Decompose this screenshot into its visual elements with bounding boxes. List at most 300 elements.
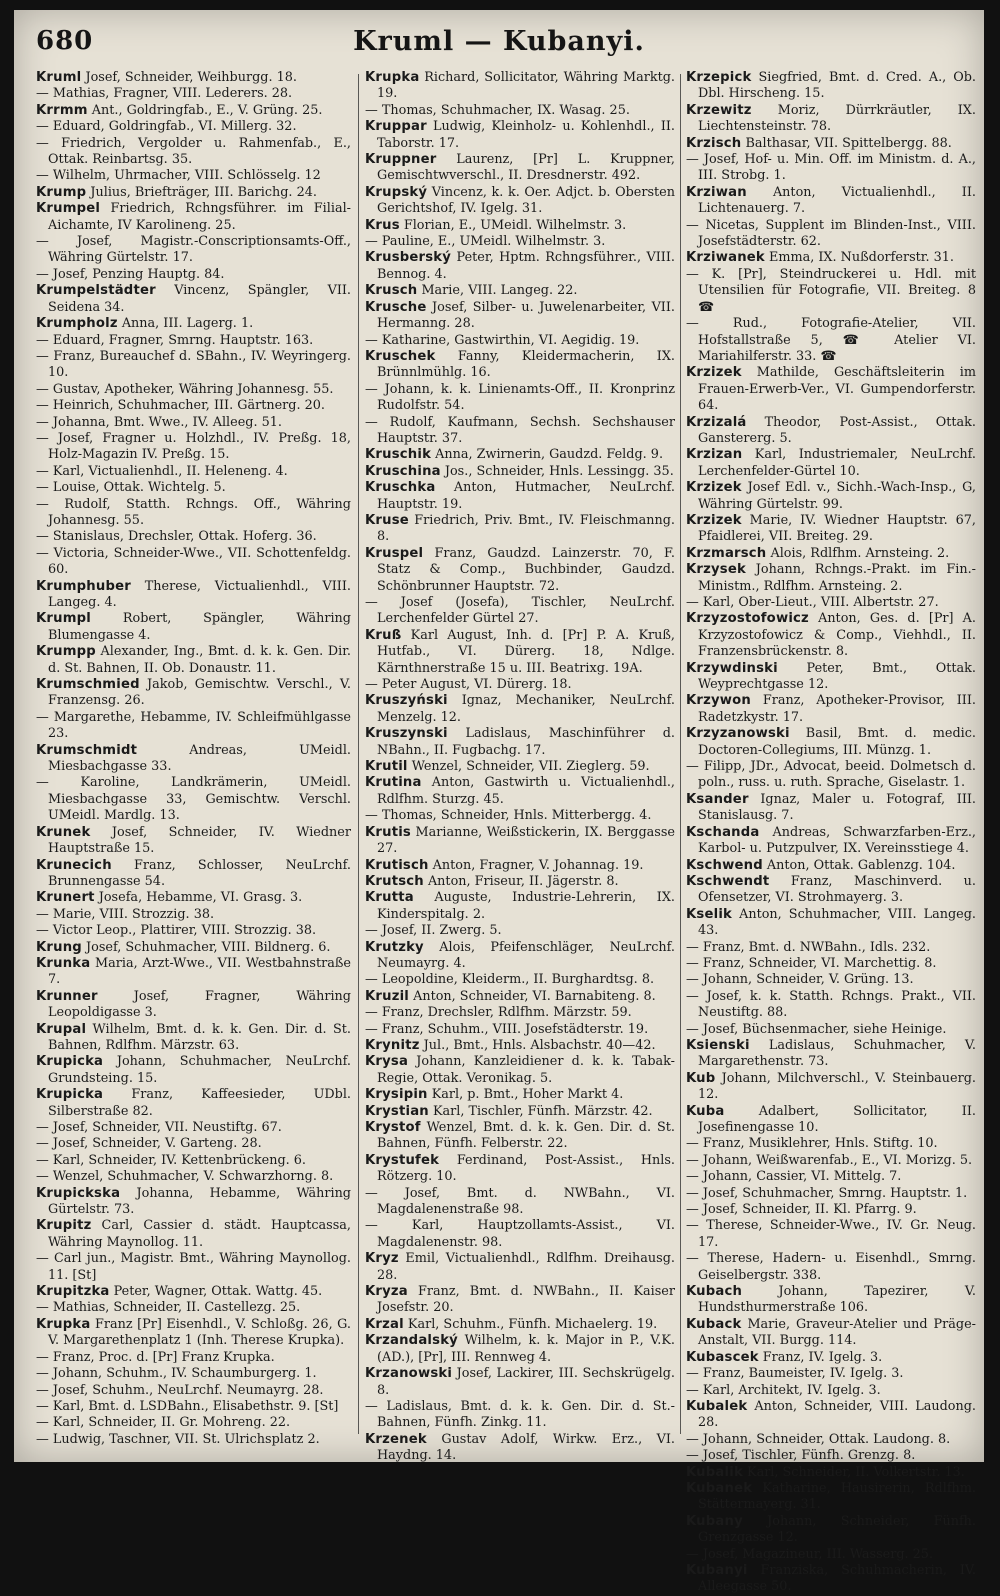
entry-details: Ant., Goldringfab., E., V. Grüng. 25.	[87, 102, 323, 118]
entry-details: Florian, E., UMeidl. Wilhelmstr. 3.	[399, 217, 627, 233]
entry-details: — Karoline, Landkrämerin, UMeidl. Miesbachgasse 33, Gemischtw. Verschl. UMeidl. Mardlg. 13.	[36, 775, 351, 824]
directory-entry	[365, 1005, 675, 1021]
entry-surname: Kschwendt	[686, 873, 770, 889]
directory-entry	[36, 1383, 351, 1399]
entry-details: — Josef, Schneider, II. Kl. Pfarrg. 9.	[686, 1202, 917, 1218]
entry-details: — Johann, Cassier, VI. Mittelg. 7.	[686, 1169, 902, 1185]
directory-entry	[365, 693, 675, 726]
entry-details: Johann, Tapezirer, V. Hundsthurmerstraße 106.	[698, 1284, 976, 1316]
entry-details: Karl, Industriemaler, NeuLrchf. Lerchenfelder-Gürtel 10.	[698, 447, 976, 479]
entry-details: Alois, Rdlfhm. Arnsteing. 2.	[766, 545, 950, 561]
entry-details: Johann, Schuhmacher, NeuLrchf. Grundsteing. 15.	[48, 1054, 351, 1086]
directory-entry	[686, 152, 976, 185]
entry-details: — Johanna, Bmt. Wwe., IV. Alleeg. 51.	[36, 414, 282, 430]
entry-details: Karl, Schneider, II. Volkertstr. 13.	[742, 1464, 965, 1480]
entry-details: Anna, Zwirnerin, Gaudzd. Feldg. 9.	[431, 447, 664, 463]
directory-entry	[686, 858, 976, 874]
entry-surname: Kubanek	[686, 1480, 753, 1496]
entry-surname: Krumschmied	[36, 677, 140, 693]
entry-details: Johanna, Hebamme, Währing Gürtelstr. 73.	[48, 1185, 351, 1218]
entry-details: Josef Edl. v., Sichh.-Wach-Insp., G, Währing Gürtelstr. 99.	[698, 480, 976, 512]
directory-entry	[686, 447, 976, 480]
directory-entry	[686, 365, 976, 414]
entry-details: Laurenz, [Pr] L. Kruppner, Gemischtwverschl., II. Dresdnerstr. 492.	[377, 152, 675, 184]
directory-entry	[365, 1153, 675, 1186]
directory-entry	[36, 103, 351, 119]
directory-entry	[365, 1038, 675, 1054]
entry-surname: Kubany	[686, 1513, 743, 1529]
directory-entry	[365, 464, 675, 480]
entry-details: Franz, Maschinverd. u. Ofensetzer, VI. Strohmayerg. 3.	[698, 873, 976, 906]
entry-surname: Krumphuber	[36, 578, 131, 594]
entry-surname: Krystof	[365, 1120, 421, 1135]
directory-entry	[36, 1432, 351, 1448]
entry-details: — Johann, Weißwarenfab., E., VI. Morizg. 5.	[686, 1152, 973, 1168]
directory-entry	[686, 1563, 976, 1596]
directory-entry	[686, 759, 976, 792]
directory-entry	[365, 283, 675, 299]
directory-entry	[686, 70, 976, 103]
entry-surname: Krumpel	[36, 201, 101, 217]
entry-details: Johann, Milchverschl., V. Steinbauerg. 12.	[698, 1070, 976, 1103]
directory-entry	[365, 218, 675, 234]
entry-surname: Kubalek	[686, 1398, 748, 1414]
directory-entry	[365, 1022, 675, 1038]
entry-details: Josef, Lackirer, III. Sechskrügelg. 8.	[377, 1366, 675, 1398]
entry-surname: Krunecich	[36, 857, 112, 873]
directory-entry	[36, 1350, 351, 1366]
entry-details: — Josef, Tischler, Fünfh. Grenzg. 8.	[686, 1448, 916, 1464]
directory-entry	[36, 858, 351, 891]
entry-details: — Josef, Bmt. d. NWBahn., VI. Magdalenenstraße 98.	[365, 1185, 675, 1218]
entry-surname: Kruzil	[365, 988, 410, 1004]
entry-details: — Karl, Hauptzollamts-Assist., VI. Magdalenenstr. 98.	[365, 1218, 675, 1250]
entry-surname: Krynitz	[365, 1037, 420, 1053]
entry-details: — Josef (Josefa), Tischler, NeuLrchf. Lerchenfelder Gürtel 27.	[365, 595, 675, 627]
entry-details: Ignaz, Maler u. Fotograf, III. Stanislausg. 7.	[698, 791, 976, 824]
directory-entry	[686, 250, 976, 266]
directory-entry	[686, 1448, 976, 1464]
column-3	[686, 70, 976, 1595]
entry-details: Franz, Gaudzd. Lainzerstr. 70, F. Statz & Comp., Buchbinder, Gaudzd. Schönbrunner Hauptstr. 72.	[377, 545, 675, 594]
entry-surname: Krziwan	[686, 184, 747, 200]
entry-details: — Josef, Schneider, VII. Neustiftg. 67.	[36, 1120, 282, 1135]
entry-details: — Josef, Büchsenmacher, siehe Heinige.	[686, 1021, 947, 1037]
entry-details: Franz, Apotheker-Provisor, III. Radetzkystr. 17.	[698, 693, 976, 725]
entry-details: Jos., Schneider, Hnls. Lessingg. 35.	[440, 463, 674, 479]
entry-details: Marie, Graveur-Atelier und Präge-Anstalt, VII. Burgg. 114.	[698, 1316, 976, 1349]
entry-surname: Krumpp	[36, 644, 96, 660]
entry-surname: Krupicka	[36, 1087, 104, 1103]
entry-details: Johann, Rchngs.-Prakt. im Fin.-Ministm., Rdlfhm. Arnsteing. 2.	[698, 562, 976, 594]
directory-entry	[36, 70, 351, 86]
directory-entry	[686, 136, 976, 152]
directory-entry	[686, 480, 976, 513]
entry-surname: Kruschina	[365, 463, 441, 479]
entry-surname: Kruschik	[365, 447, 432, 463]
entry-details: Anton, Ottak. Gablenzg. 104.	[762, 857, 956, 873]
directory-entry	[36, 1054, 351, 1087]
entry-details: — Franz, Drechsler, Rdlfhm. Märzstr. 59.	[365, 1005, 632, 1021]
entry-details: — Louise, Ottak. Wichtelg. 5.	[36, 480, 226, 496]
entry-details: Marie, VIII. Langeg. 22.	[417, 283, 578, 299]
directory-entry	[686, 1136, 976, 1152]
directory-entry	[365, 480, 675, 513]
entry-surname: Kruszynski	[365, 726, 448, 742]
directory-entry	[686, 1514, 976, 1547]
directory-entry	[36, 267, 351, 283]
entry-surname: Kruszyński	[365, 693, 448, 709]
directory-entry	[365, 775, 675, 808]
entry-surname: Krysa	[365, 1054, 409, 1070]
column-2	[365, 70, 675, 1464]
entry-surname: Krupka	[365, 70, 420, 85]
directory-entry	[36, 382, 351, 398]
entry-surname: Krrmm	[36, 102, 88, 118]
entry-details: Anton, Hutmacher, NeuLrchf. Hauptstr. 19.	[377, 480, 675, 512]
running-title: Kruml — Kubanyi.	[353, 26, 645, 57]
page-number: 680	[36, 26, 94, 56]
entry-details: — Josef, Penzing Hauptg. 84.	[36, 266, 225, 282]
entry-details: Adalbert, Sollicitator, II. Josefinengasse 10.	[698, 1103, 976, 1135]
entry-details: Wilhelm, k. k. Major in P., V.K. (AD.), [Pr], III. Rennweg 4.	[377, 1333, 675, 1365]
entry-surname: Krupitzka	[36, 1284, 110, 1300]
entry-details: Karl, p. Bmt., Hoher Markt 4.	[427, 1087, 624, 1103]
directory-entry	[36, 1120, 351, 1136]
entry-surname: Krung	[36, 939, 82, 955]
entry-surname: Krus	[365, 217, 400, 233]
directory-entry	[365, 1432, 675, 1465]
entry-surname: Krutsch	[365, 873, 424, 889]
entry-details: — Josef, Schuhmacher, Smrng. Hauptstr. 1.	[686, 1185, 968, 1201]
entry-surname: Kuback	[686, 1316, 742, 1332]
directory-entry	[365, 858, 675, 874]
entry-details: Josefa, Hebamme, VI. Grasg. 3.	[94, 890, 303, 906]
entry-surname: Krunka	[36, 955, 91, 971]
entry-surname: Krutil	[365, 759, 408, 775]
entry-details: — Nicetas, Supplent im Blinden-Inst., VIII. Josefstädterstr. 62.	[686, 217, 976, 250]
entry-details: — Therese, Schneider-Wwe., IV. Gr. Neug. 17.	[686, 1218, 976, 1250]
entry-details: Josef, Schuhmacher, VIII. Bildnerg. 6.	[81, 939, 331, 955]
directory-entry	[36, 775, 351, 824]
directory-entry	[686, 1432, 976, 1448]
entry-details: Wenzel, Schneider, VII. Zieglerg. 59.	[407, 759, 650, 775]
entry-surname: Krzizalá	[686, 414, 747, 430]
entry-surname: Kruschek	[365, 348, 436, 364]
entry-details: Alois, Pfeifenschläger, NeuLrchf. Neumayrg. 4.	[377, 939, 675, 971]
directory-entry	[686, 1399, 976, 1432]
directory-entry	[36, 1153, 351, 1169]
entry-details: — Wilhelm, Uhrmacher, VIII. Schlösselg. 12	[36, 168, 321, 184]
directory-entry	[686, 267, 976, 316]
directory-entry	[365, 250, 675, 283]
directory-entry	[36, 529, 351, 545]
directory-entry	[686, 218, 976, 251]
directory-entry	[686, 1251, 976, 1284]
entry-details: Friedrich, Priv. Bmt., IV. Fleischmanng. 8.	[377, 512, 675, 545]
entry-surname: Krystian	[365, 1103, 429, 1119]
entry-details: — Rudolf, Kaufmann, Sechsh. Sechshauser Hauptstr. 37.	[365, 414, 675, 446]
entry-details: Franz, Kaffeesieder, UDbl. Silberstraße 82.	[48, 1087, 351, 1119]
entry-details: — Victor Leop., Plattirer, VIII. Strozzig. 38.	[36, 923, 317, 939]
entry-details: — Katharine, Gastwirthin, VI. Aegidig. 19.	[365, 332, 640, 348]
entry-surname: Krzewitz	[686, 102, 752, 118]
entry-details: Karl August, Inh. d. [Pr] P. A. Kruß, Hutfab., VI. Dürerg. 18, Ndlge. Kärnthnerstraße 15 u. III. Beatrixg. 19A.	[377, 627, 675, 676]
entry-surname: Krzepick	[686, 70, 752, 85]
directory-entry	[36, 677, 351, 710]
directory-entry	[686, 1104, 976, 1137]
entry-details: Wenzel, Bmt. d. k. k. Gen. Dir. d. St. Bahnen, Fünfh. Felberstr. 22.	[377, 1120, 675, 1152]
entry-surname: Krystufek	[365, 1152, 440, 1168]
entry-details: — Karl, Schneider, IV. Kettenbrückeng. 6.	[36, 1152, 307, 1168]
entry-details: — Franz, Schneider, VI. Marchettig. 8.	[686, 955, 937, 971]
entry-details: — Josef, Hof- u. Min. Off. im Ministm. d. A., III. Strobg. 1.	[686, 152, 976, 184]
entry-details: — Franz, Bureauchef d. SBahn., IV. Weyringerg. 10.	[36, 348, 351, 381]
directory-entry	[36, 86, 351, 102]
entry-details: — Friedrich, Vergolder u. Rahmenfab., E., Ottak. Reinbartsg. 35.	[36, 135, 351, 168]
directory-entry	[36, 1284, 351, 1300]
entry-details: Andreas, UMeidl. Miesbachgasse 33.	[48, 742, 351, 775]
entry-details: Emma, IX. Nußdorferstr. 31.	[764, 250, 954, 266]
entry-surname: Krzyzanowski	[686, 726, 790, 742]
directory-entry	[365, 415, 675, 448]
page-header	[14, 10, 984, 70]
directory-entry	[36, 644, 351, 677]
entry-details: Basil, Bmt. d. medic. Doctoren-Collegiums, III. Münzg. 1.	[698, 726, 976, 758]
entry-details: — Franz, Proc. d. [Pr] Franz Krupka.	[36, 1349, 275, 1365]
entry-details: Carl, Cassier d. städt. Hauptcassa, Währing Maynollog. 11.	[48, 1218, 351, 1250]
directory-entry	[36, 333, 351, 349]
directory-entry	[686, 693, 976, 726]
directory-entry	[686, 595, 976, 611]
entry-details: Franz, Bmt. d. NWBahn., II. Kaiser Josefstr. 20.	[377, 1284, 675, 1316]
entry-surname: Krzyzostofowicz	[686, 611, 809, 627]
entry-details: Katharine, Hausirerin, Rdlfhm. Stättermayerg. 31.	[698, 1480, 976, 1513]
directory-entry	[365, 972, 675, 988]
entry-details: — Karl, Schneider, II. Gr. Mohreng. 22.	[36, 1415, 291, 1431]
entry-surname: Krump	[36, 184, 87, 200]
entry-details: Balthasar, VII. Spittelbergg. 88.	[741, 135, 952, 151]
entry-details: — Thomas, Schuhmacher, IX. Wasag. 25.	[365, 102, 630, 118]
column-divider	[680, 74, 681, 1434]
entry-details: Ladislaus, Schuhmacher, V. Margarethenstr. 73.	[698, 1037, 976, 1070]
entry-surname: Krusberský	[365, 250, 452, 266]
directory-entry	[686, 1317, 976, 1350]
entry-details: Josef, Silber- u. Juwelenarbeiter, VII. Hermanng. 28.	[377, 299, 675, 332]
entry-surname: Krunner	[36, 988, 98, 1004]
entry-surname: Krutis	[365, 824, 411, 840]
entry-surname: Krumpelstädter	[36, 283, 156, 299]
directory-entry	[36, 1300, 351, 1316]
entry-surname: Kruschka	[365, 480, 436, 496]
directory-entry	[686, 989, 976, 1022]
entry-surname: Krzenek	[365, 1431, 427, 1447]
directory-entry	[686, 1169, 976, 1185]
entry-details: Karl, Tischler, Fünfh. Märzstr. 42.	[428, 1103, 653, 1119]
directory-entry	[36, 743, 351, 776]
entry-details: — Karl, Ober-Lieut., VIII. Albertstr. 27.	[686, 595, 939, 610]
directory-entry	[36, 168, 351, 184]
directory-entry	[36, 480, 351, 496]
entry-details: — Mathias, Schneider, II. Castellezg. 25.	[36, 1300, 301, 1316]
directory-entry	[36, 201, 351, 234]
directory-entry	[365, 1399, 675, 1432]
entry-details: — Josef, k. k. Statth. Rchngs. Prakt., VII. Neustiftg. 88.	[686, 988, 976, 1021]
entry-details: Fanny, Kleidermacherin, IX. Brünnlmühlg. 16.	[377, 348, 675, 381]
entry-surname: Krzmarsch	[686, 545, 767, 561]
directory-entry	[365, 382, 675, 415]
entry-surname: Kubalik	[686, 1464, 743, 1480]
directory-entry	[365, 119, 675, 152]
entry-details: — Johann, Schuhm., IV. Schaumburgerg. 1.	[36, 1366, 317, 1382]
entry-surname: Kruß	[365, 627, 402, 643]
entry-surname: Krusche	[365, 299, 427, 315]
entry-details: — Victoria, Schneider-Wwe., VII. Schottenfeldg. 60.	[36, 545, 351, 578]
entry-details: Ladislaus, Maschinführer d. NBahn., II. Fugbachg. 17.	[377, 726, 675, 758]
entry-details: — Franz, Schuhm., VIII. Josefstädterstr. 19.	[365, 1021, 649, 1037]
directory-entry	[686, 972, 976, 988]
entry-surname: Ksander	[686, 791, 749, 807]
directory-entry	[365, 923, 675, 939]
entry-details: Josef, Schneider, Weihburgg. 18.	[81, 70, 297, 85]
entry-details: Ferdinand, Post-Assist., Hnls. Rötzerg. 10.	[377, 1152, 675, 1185]
directory-entry	[36, 415, 351, 431]
entry-details: Mathilde, Geschäftsleiterin im Frauen-Erwerb-Ver., VI. Gumpendorferstr. 64.	[698, 365, 976, 414]
directory-entry	[36, 923, 351, 939]
entry-details: — Leopoldine, Kleiderm., II. Burghardtsg. 8.	[365, 972, 655, 988]
entry-details: — Rudolf, Statth. Rchngs. Off., Währing Johannesg. 55.	[36, 496, 351, 528]
entry-details: Johann, Kanzleidiener d. k. k. Tabak-Regie, Ottak. Veronikag. 5.	[377, 1054, 675, 1086]
entry-details: Franziska, Schuhmacherin, IV. Alleegasse 50.	[698, 1562, 976, 1595]
directory-entry	[686, 1218, 976, 1251]
entry-details: Robert, Spängler, Währing Blumengasse 4.	[48, 611, 351, 643]
entry-details: — Karl, Architekt, IV. Igelg. 3.	[686, 1382, 881, 1398]
directory-entry	[686, 1038, 976, 1071]
entry-surname: Krumpl	[36, 611, 92, 627]
entry-details: — Josef, Fragner u. Holzhdl., IV. Preßg. 18, Holz-Magazin IV. Preßg. 15.	[36, 430, 351, 463]
directory-entry	[36, 611, 351, 644]
directory-entry	[36, 1022, 351, 1055]
entry-surname: Kselik	[686, 906, 733, 922]
directory-entry	[686, 415, 976, 448]
directory-entry	[686, 1153, 976, 1169]
directory-entry	[365, 333, 675, 349]
entry-details: Franz, Schlosser, NeuLrchf. Brunnengasse 54.	[48, 857, 351, 889]
directory-entry	[36, 497, 351, 530]
directory-entry	[686, 874, 976, 907]
entry-surname: Krzizek	[686, 365, 742, 381]
entry-surname: Krutzky	[365, 939, 424, 955]
directory-entry	[36, 431, 351, 464]
entry-details: Anton, Gastwirth u. Victualienhdl., Rdlfhm. Sturzg. 45.	[377, 775, 675, 807]
directory-entry	[36, 398, 351, 414]
entry-details: Peter, Bmt., Ottak. Weyprechtgasse 12.	[698, 660, 976, 693]
entry-surname: Krupickska	[36, 1185, 121, 1201]
entry-details: — Pauline, E., UMeidl. Wilhelmstr. 3.	[365, 234, 606, 250]
entry-details: — Josef, Magistr.-Conscriptionsamts-Off., Währing Gürtelstr. 17.	[36, 234, 351, 266]
entry-details: Therese, Victualienhdl., VIII. Langeg. 4.	[48, 578, 351, 610]
entry-details: — Josef, II. Zwerg. 5.	[365, 923, 502, 939]
directory-entry	[365, 234, 675, 250]
directory-entry	[686, 940, 976, 956]
directory-entry	[686, 1481, 976, 1514]
directory-entry	[365, 1317, 675, 1333]
entry-details: Anna, III. Lagerg. 1.	[117, 316, 254, 332]
directory-entry	[365, 940, 675, 973]
entry-details: — Filipp, JDr., Advocat, beeid. Dolmetsch d. poln., russ. u. ruth. Sprache, Giselastr. 1.	[686, 759, 976, 791]
directory-entry	[686, 726, 976, 759]
directory-entry	[686, 1465, 976, 1481]
entry-details: Karl, Schuhm., Fünfh. Michaelerg. 19.	[403, 1316, 658, 1332]
entry-details: Alexander, Ing., Bmt. d. k. k. Gen. Dir. d. St. Bahnen, II. Ob. Donaustr. 11.	[48, 644, 351, 676]
entry-details: Anton, Schuhmacher, VIII. Langeg. 43.	[698, 906, 976, 939]
directory-entry	[36, 989, 351, 1022]
directory-entry	[365, 595, 675, 628]
entry-surname: Krzanowski	[365, 1366, 453, 1382]
entry-surname: Krumschmidt	[36, 742, 138, 758]
directory-entry	[36, 1186, 351, 1219]
directory-entry	[686, 1284, 976, 1317]
entry-details: Julius, Briefträger, III. Barichg. 24.	[86, 184, 317, 200]
entry-details: Peter, Hptm. Rchngsführer., VIII. Bennog. 4.	[377, 250, 675, 282]
entry-details: — Karl, Bmt. d. LSDBahn., Elisabethstr. 9. [St]	[36, 1398, 339, 1414]
entry-details: Vincenz, k. k. Oer. Adjct. b. Obersten Gerichtshof, IV. Igelg. 31.	[377, 184, 675, 217]
column-divider	[358, 74, 359, 1434]
entry-surname: Kruppar	[365, 119, 427, 135]
directory-entry	[686, 1366, 976, 1382]
directory-entry	[365, 103, 675, 119]
entry-surname: Krzizan	[686, 447, 743, 463]
directory-entry	[36, 1399, 351, 1415]
directory-entry	[686, 1383, 976, 1399]
directory-entry	[365, 1087, 675, 1103]
entry-details: — Carl jun., Magistr. Bmt., Währing Maynollog. 11. [St]	[36, 1251, 351, 1283]
entry-details: — Stanislaus, Drechsler, Ottak. Hoferg. 36.	[36, 529, 317, 545]
directory-entry	[686, 825, 976, 858]
entry-details: — Eduard, Goldringfab., VI. Millerg. 32.	[36, 119, 297, 135]
entry-details: Marie, IV. Wiedner Hauptstr. 67, Pfaidlerei, VII. Breiteg. 29.	[698, 512, 976, 545]
entry-surname: Kub	[686, 1070, 716, 1086]
entry-surname: Krutina	[365, 775, 422, 791]
entry-surname: Krunert	[36, 890, 95, 906]
directory-entry	[686, 103, 976, 136]
directory-entry	[365, 1333, 675, 1366]
directory-entry	[36, 1087, 351, 1120]
directory-entry	[686, 956, 976, 972]
entry-surname: Krziwanek	[686, 250, 765, 266]
directory-entry	[36, 316, 351, 332]
entry-surname: Kruml	[36, 70, 82, 85]
entry-details: — Gustav, Apotheker, Währing Johannesg. 55.	[36, 381, 334, 397]
entry-details: Vincenz, Spängler, VII. Seidena 34.	[48, 283, 351, 315]
entry-surname: Krumpholz	[36, 316, 118, 332]
directory-entry	[365, 890, 675, 923]
entry-details: Andreas, Schwarzfarben-Erz., Karbol- u. Putzpulver, IX. Vereinsstiege 4.	[698, 824, 976, 857]
directory-entry	[36, 185, 351, 201]
directory-entry	[36, 1366, 351, 1382]
directory-entry	[365, 1186, 675, 1219]
entry-surname: Krutisch	[365, 857, 429, 873]
directory-entry	[36, 579, 351, 612]
entry-details: — Johann, Schneider, Ottak. Laudong. 8.	[686, 1431, 951, 1447]
entry-details: Josef, Fragner, Währing Leopoldigasse 3.	[48, 988, 351, 1021]
directory-entry	[365, 808, 675, 824]
directory-entry	[365, 70, 675, 103]
directory-entry	[365, 759, 675, 775]
entry-details: — Ladislaus, Bmt. d. k. k. Gen. Dir. d. St.-Bahnen, Fünfh. Zinkg. 11.	[365, 1398, 675, 1431]
entry-details: Auguste, Industrie-Lehrerin, IX. Kinderspitalg. 2.	[377, 890, 675, 922]
directory-entry	[365, 677, 675, 693]
